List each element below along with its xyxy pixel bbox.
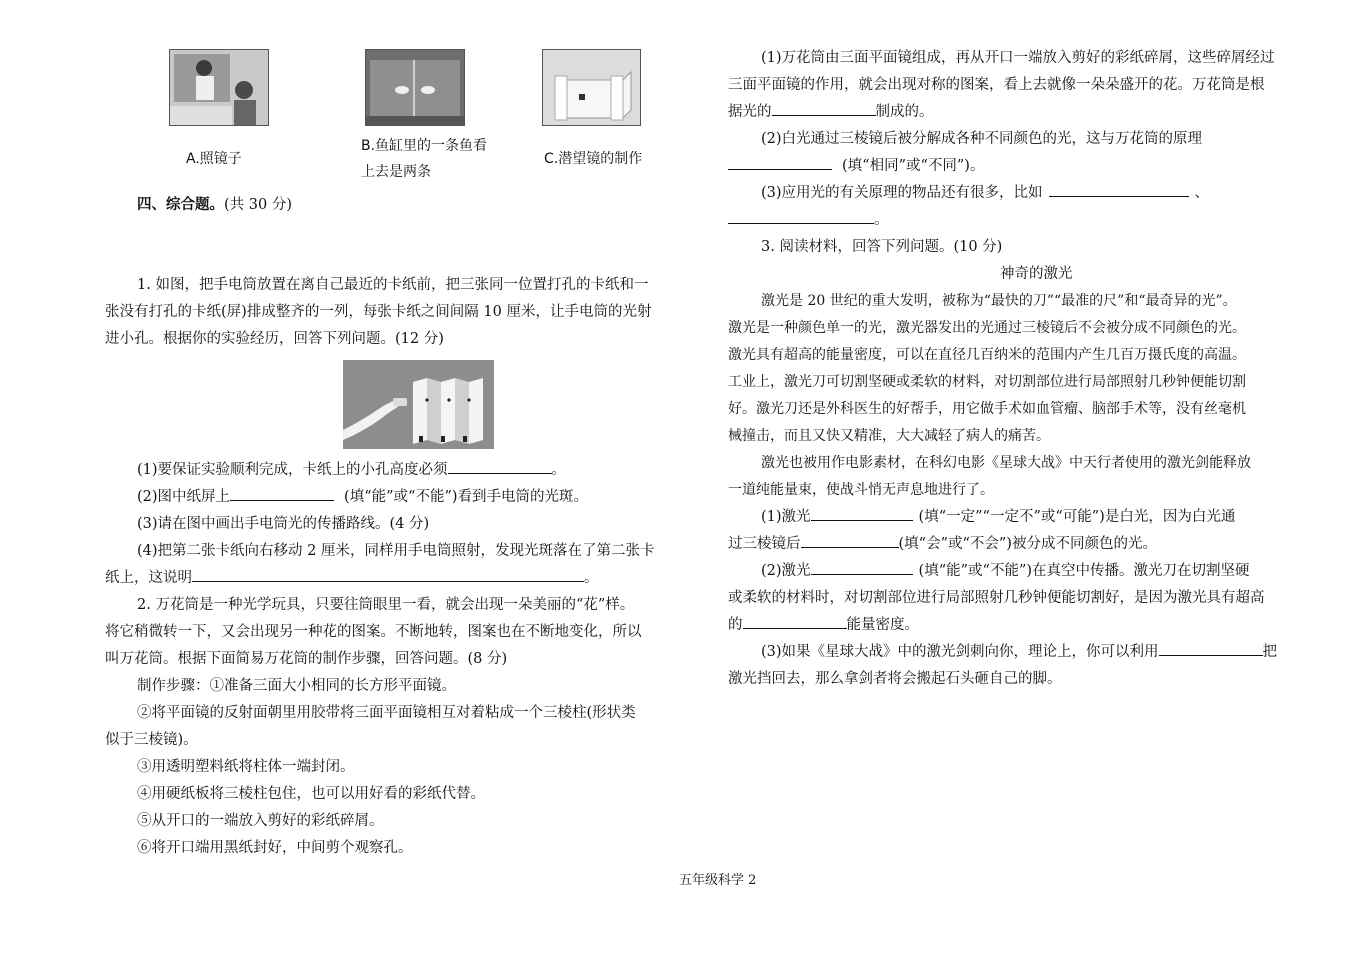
q1-sub4-answer-blank[interactable] <box>192 565 584 582</box>
section-title-text: 四、综合题。 <box>137 196 224 213</box>
q3-sub3-line1 <box>761 639 1277 666</box>
q3-passage-line8: 一道纯能量束，使战斗悄无声息地进行了。 <box>728 482 994 498</box>
q2-sub1-line1: (1)万花筒由三面平面镜组成，再从开口一端放入剪好的彩纸碎屑，这些碎屑经过 <box>761 50 1275 66</box>
q2-sub3-text: (3)应用光的有关原理的物品还有很多，比如 <box>761 185 1043 201</box>
q3-sub2-line2: 或柔软的材料时，对切割部位进行局部照射几秒钟便能切割好，是因为激光具有超高 <box>728 590 1265 606</box>
q1-sub1-text: (1)要保证实验顺利完成，卡纸上的小孔高度必须 <box>137 462 448 478</box>
q1-sub2-end: (填“能”或“不能”)看到手电筒的光斑。 <box>344 489 589 505</box>
q2-step1: 制作步骤：①准备三面大小相同的长方形平面镜。 <box>137 678 456 694</box>
q1-sub4-line2 <box>105 565 599 592</box>
q2-sub3-answer-blank-2[interactable] <box>728 207 874 224</box>
q2-step2-line1: ②将平面镜的反射面朝里用胶带将三面平面镜相互对着粘成一个三棱柱(形状类 <box>137 705 636 721</box>
q1-sub2-text: (2)图中纸屏上 <box>137 489 231 505</box>
q3-passage-line7: 激光也被用作电影素材，在科幻电影《星球大战》中天行者使用的激光剑能释放 <box>761 455 1251 471</box>
q3-sub3-line2: 激光挡回去，那么拿剑者将会搬起石头砸自己的脚。 <box>728 671 1062 687</box>
q2-step5: ⑤从开口的一端放入剪好的彩纸碎屑。 <box>137 813 384 829</box>
q2-step3: ③用透明塑料纸将柱体一端封闭。 <box>137 759 355 775</box>
q2-sub3-line2 <box>728 207 889 234</box>
q1-sub4-text: 纸上，这说明 <box>105 570 192 586</box>
q1-sub4-end: 。 <box>584 570 599 586</box>
q1-sub2-answer-blank[interactable] <box>230 484 334 501</box>
q1-sub4-line1: (4)把第二张卡纸向右移动 2 厘米，同样用手电筒照射，发现光斑落在了第二张卡 <box>137 543 655 559</box>
q1-sub2 <box>137 484 588 511</box>
q3-passage-line5: 好。激光刀还是外科医生的好帮手，用它做手术如血管瘤、脑部手术等，没有丝毫机 <box>728 401 1246 417</box>
q3-passage-line1: 激光是 20 世纪的重大发明，被称为“最快的刀”“最准的尺”和“最奇异的光”。 <box>761 293 1237 309</box>
q2-line2: 将它稍微转一下，又会出现另一种花的图案。不断地转，图案也在不断地变化，所以 <box>105 624 642 640</box>
mirror-illustration <box>170 50 268 125</box>
periscope-photo <box>542 49 641 126</box>
q2-sub1-end: 制成的。 <box>875 104 934 120</box>
q2-step6: ⑥将开口端用黑纸封好，中间剪个观察孔。 <box>137 840 413 856</box>
flashlight-experiment-figure <box>343 360 494 449</box>
option-c-label: C.潜望镜的制作 <box>544 151 643 167</box>
option-b-label-line1: B.鱼缸里的一条鱼看 <box>361 138 488 154</box>
q2-step4: ④用硬纸板将三棱柱包住，也可以用好看的彩纸代替。 <box>137 786 485 802</box>
q3-sub2-text3: 的 <box>728 617 743 633</box>
q1-line3: 进小孔。根据你的实验经历，回答下列问题。(12 分) <box>105 331 444 347</box>
q3-sub2-line3 <box>728 612 919 639</box>
section-score: (共 30 分) <box>224 197 292 213</box>
q1-line2: 张没有打孔的卡纸(屏)排成整齐的一列，每张卡纸之间间隔 10 厘米，让手电筒的光射 <box>105 304 652 320</box>
q2-sub2-end: (填“相同”或“不同”)。 <box>842 158 985 174</box>
q1-sub1 <box>137 457 566 484</box>
q3-sub2-answer-blank-1[interactable] <box>811 558 913 575</box>
q3-passage-line6: 械撞击，而且又快又精准，大大减轻了病人的痛苦。 <box>728 428 1050 444</box>
q3-sub1-answer-blank-2[interactable] <box>801 531 899 548</box>
q2-sub3-answer-blank-1[interactable] <box>1049 180 1189 197</box>
option-b-label-line2: 上去是两条 <box>361 164 431 180</box>
q2-sub2-answer-blank[interactable] <box>728 153 832 170</box>
q3-heading: 3. 阅读材料，回答下列问题。(10 分) <box>761 239 1003 255</box>
q2-sub1-line2: 三面平面镜的作用，就会出现对称的图案，看上去就像一朵朵盛开的花。万花筒是根 <box>728 77 1265 93</box>
q3-sub1-text3: 过三棱镜后 <box>728 536 801 552</box>
page-footer: 五年级科学 2 <box>679 873 757 888</box>
q3-sub3-text: (3)如果《星球大战》中的激光剑刺向你，理论上，你可以利用 <box>761 644 1159 660</box>
option-a-label: A.照镜子 <box>186 151 242 167</box>
q1-sub3: (3)请在图中画出手电筒光的传播路线。(4 分) <box>137 516 430 532</box>
q3-sub3-answer-blank[interactable] <box>1159 639 1263 656</box>
flashlight-cards-illustration <box>343 360 494 449</box>
q3-sub2-text: (2)激光 <box>761 563 811 579</box>
q3-sub2-text4: 能量密度。 <box>846 617 919 633</box>
q3-passage-line4: 工业上，激光刀可切割坚硬或柔软的材料，对切割部位进行局部照射几秒钟便能切割 <box>728 374 1246 390</box>
q2-sub3-sep: 、 <box>1194 185 1210 201</box>
q3-sub3-text2: 把 <box>1262 644 1278 660</box>
q2-sub3-end: 。 <box>874 212 889 228</box>
q1-sub1-answer-blank[interactable] <box>448 457 552 474</box>
q3-sub1-text: (1)激光 <box>761 509 811 525</box>
q2-sub1-answer-blank[interactable] <box>772 99 876 116</box>
q2-sub2-line2 <box>728 153 984 180</box>
q2-line1: 2. 万花筒是一种光学玩具，只要往筒眼里一看，就会出现一朵美丽的“花”样。 <box>137 597 635 613</box>
fish-tank-photo <box>365 49 465 126</box>
q3-sub1-answer-blank-1[interactable] <box>811 504 913 521</box>
q1-line1: 1. 如图，把手电筒放置在离自己最近的卡纸前，把三张同一位置打孔的卡纸和一 <box>137 277 649 293</box>
q3-sub1-line1 <box>761 504 1235 531</box>
q3-sub1-text2: (填“一定”“一定不”或“可能”)是白光，因为白光通 <box>918 509 1236 525</box>
q3-passage-title: 神奇的激光 <box>1000 266 1073 282</box>
q2-sub1-text: 据光的 <box>728 104 772 120</box>
q1-sub1-end: 。 <box>551 462 567 478</box>
periscope-illustration <box>543 50 640 125</box>
q3-sub2-line1 <box>761 558 1250 585</box>
q3-passage-line3: 激光具有超高的能量密度，可以在直径几百纳米的范围内产生几百万摄氏度的高温。 <box>728 347 1246 363</box>
q2-step2-line2: 似于三棱镜)。 <box>105 732 198 748</box>
mirror-photo <box>169 49 269 126</box>
q3-sub1-line2 <box>728 531 1157 558</box>
q2-sub1-line3 <box>728 99 934 126</box>
section-title <box>137 191 292 219</box>
fish-tank-illustration <box>366 50 464 125</box>
q2-sub3-line1 <box>761 180 1209 207</box>
q2-sub2-line1: (2)白光通过三棱镜后被分解成各种不同颜色的光，这与万花筒的原理 <box>761 131 1203 147</box>
q3-sub1-text4: (填“会”或“不会”)被分成不同颜色的光。 <box>898 536 1157 552</box>
q2-line3: 叫万花筒。根据下面简易万花筒的制作步骤，回答问题。(8 分) <box>105 651 508 667</box>
q3-sub2-text2: (填“能”或“不能”)在真空中传播。激光刀在切割坚硬 <box>918 563 1250 579</box>
q3-sub2-answer-blank-2[interactable] <box>743 612 847 629</box>
q3-passage-line2: 激光是一种颜色单一的光，激光器发出的光通过三棱镜后不会被分成不同颜色的光。 <box>728 320 1246 336</box>
